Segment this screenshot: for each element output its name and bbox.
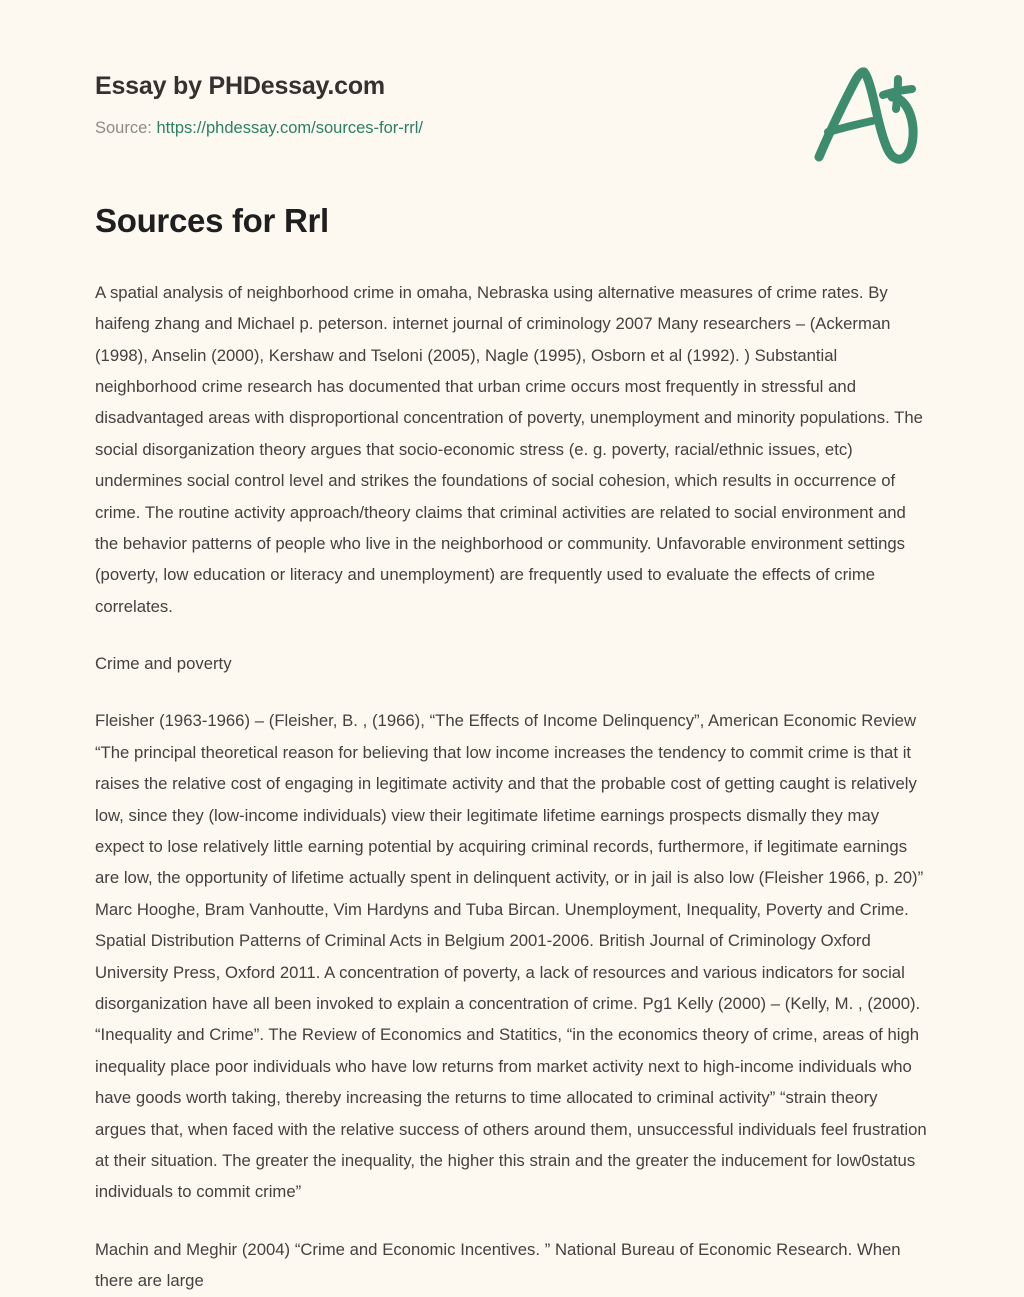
article-paragraph: Fleisher (1963-1966) – (Fleisher, B. , (1966), “The Effects of Income Delinquency”, American Economic Review “The principal theoretical reason for believing that low income increases the tendency to commit crime is that it raises the relative cost of engaging in legitimate activity and that the probable cost of getting caught is relatively low, since they (low-income individuals) view their legitimate lifetime earnings prospects dismally they may expect to lose relatively little earning potential by acquiring criminal records, furthermore, if legitimate earnings are low, the opportunity of lifetime actually spent in delinquent activity, or in jail is also low (Fleisher 1966, p. 20)” Marc Hooghe, Bram Vanhoutte, Vim Hardyns and Tuba Bircan. Unemployment, Inequality, Poverty and Crime. Spatial Distribution Patterns of Criminal Acts in Belgium 2001-2006. British Journal of Criminology Oxford University Press, Oxford 2011. A concentration of poverty, a lack of resources and various indicators for social disorganization have all been invoked to explain a concentration of crime. Pg1 Kelly (2000) – (Kelly, M. , (2000). “Inequality and Crime”. The Review of Economics and Statitics, “in the economics theory of crime, areas of high inequality place poor individuals who have low returns from market activity next to high-income individuals who have goods worth taking, thereby increasing the returns to time allocated to criminal activity” “strain theory argues that, when faced with the relative success of others around them, unsuccessful individuals feel frustration at their situation. The greater the inequality, the higher this strain and the greater the inducement for low0status individuals to commit crime” — [95, 711, 927, 1202]
source-label: Source: — [95, 118, 152, 137]
article-paragraph: Machin and Meghir (2004) “Crime and Economic Incentives. ” National Bureau of Economic Research. When there are large — [95, 1239, 901, 1291]
page-title: Sources for Rrl — [95, 202, 329, 240]
masthead — [95, 0, 929, 139]
article-paragraph: A spatial analysis of neighborhood crime in omaha, Nebraska using alternative measures of crime rates. By haifeng zhang and Michael p. peterson. internet journal of criminology 2007 Many researchers – (Ackerman (1998), Anselin (2000), Kershaw and Tseloni (2005), Nagle (1995), Osborn et al (1992). ) Substantial neighborhood crime research has documented that urban crime occurs most frequently in stressful and disadvantaged areas with disproportional concentration of poverty, unemployment and minority populations. The social disorganization theory argues that socio-economic stress (e. g. poverty, racial/ethnic issues, etc) undermines social control level and strikes the foundations of social cohesion, which results in occurrence of crime. The routine activity approach/theory claims that criminal activities are related to social environment and the behavior patterns of people who live in the neighborhood or community. Unfavorable environment settings (poverty, low education or literacy and unemployment) are frequently used to evaluate the effects of crime correlates. — [95, 282, 923, 616]
article-body — [95, 277, 929, 1297]
article-paragraph: Crime and poverty — [95, 654, 232, 674]
brand-title: Essay by PHDessay.com — [95, 72, 385, 100]
article — [95, 139, 929, 1296]
source-url-link[interactable]: https://phdessay.com/sources-for-rrl/ — [156, 118, 423, 137]
source-line — [95, 118, 929, 139]
